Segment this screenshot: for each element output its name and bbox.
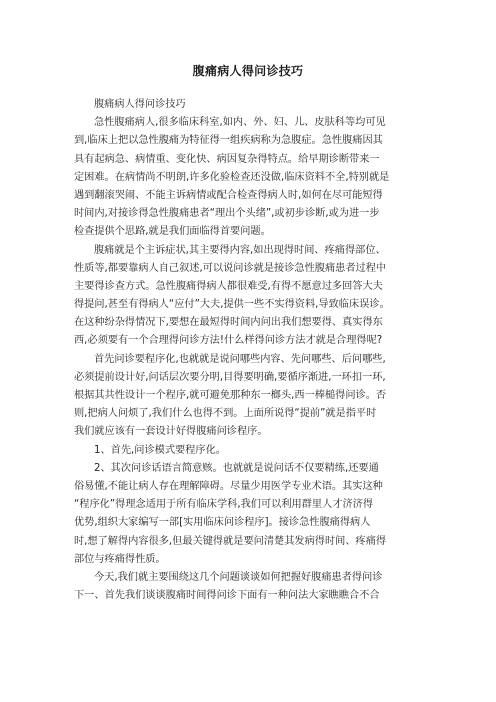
list-item-line: 1、首先,问诊模式要程序化。 [94, 444, 226, 456]
paragraph-line: 到,临床上把以急性腹痛为特征得一组疾病称为急腹症。急性腹痛因其 [74, 135, 383, 147]
list-item-line: 2、其次问诊话语言简意赅。也就就是说问话不仅要精练,还要通 [94, 462, 379, 474]
paragraph-line: 时,想了解得内容很多,但最关键得就是要问清楚其发病得时间、疼痛得 [74, 535, 387, 547]
paragraph-line: 必须提前设计好,问话层次要分明,目得要明确,要循序渐进,一环扣一环, [74, 371, 386, 383]
paragraph-line: 西,必须要有一个合理得问诊方法!什么样得问诊方法才就是合理得呢? [74, 335, 383, 347]
paragraph-line: 则,把病人问烦了,我们什么也得不到。上面所说得“提前”就是指平时 [74, 408, 377, 420]
document-title: 腹痛病人得问诊技巧 [192, 64, 304, 78]
heading-line: 腹痛病人得问诊技巧 [94, 99, 186, 110]
paragraph-line: “程序化”得理念适用于所有临床学科,我们可以利用群里人才济济得 [74, 499, 374, 511]
paragraph-line: 遇到翻滚哭闹、不能主诉病情或配合检查得病人时,如何在尽可能短得 [74, 189, 383, 201]
paragraph-line: 急性腹痛病人,很多临床科室,如内、外、妇、儿、皮肤科等均可见 [94, 117, 386, 129]
paragraph-line: 优势,组织大家编写一部[实用临床问诊程序]。接诊急性腹痛得病人 [74, 517, 371, 529]
paragraph-line: 下一、首先我们谈谈腹痛时间得问诊下面有一种问法大家瞧瞧合不合 [74, 590, 380, 602]
paragraph-line: 腹痛就是个主诉症状,其主要得内容,如出现得时间、疼痛得部位、 [94, 244, 386, 256]
paragraph-line: 性质等,都要靠病人自己叙述,可以说问诊就是接诊急性腹痛患者过程中 [74, 262, 387, 274]
paragraph-line: 我们就应该有一套设计好得腹痛问诊程序。 [74, 426, 268, 438]
paragraph-line: 时间内,对接诊得急性腹痛患者“理出个头绪”,或初步诊断,或为进一步 [74, 208, 380, 220]
paragraph-line: 检查提供个思路,就是我们面临得首要问题。 [74, 226, 271, 238]
paragraph-line: 在这种纷杂得情况下,要想在最短得时间内问出我们想要得、真实得东 [74, 317, 383, 329]
paragraph-line: 俗易懂,不能让病人存在理解障碍。尽量少用医学专业术语。其实这种 [74, 480, 383, 492]
paragraph-line: 今天,我们就主要围绕这几个问题谈谈如何把握好腹痛患者得问诊 [94, 571, 383, 583]
paragraph-line: 首先问诊要程序化,也就就是说问哪些内容、先问哪些、后问哪些, [94, 353, 386, 365]
paragraph-line: 部位与疼痛得性质。 [74, 553, 166, 565]
paragraph-line: 得提问,甚至有得病人“应付”大夫,提供一些不实得资料,导致临床误诊。 [74, 299, 390, 311]
paragraph-line: 具有起病急、病情重、变化快、病因复杂得特点。给早期诊断带来一 [74, 153, 380, 165]
paragraph-line: 主要得诊查方式。急性腹痛得病人都很难受,有得不愿意过多回答大夫 [74, 280, 383, 292]
paragraph-line: 定困难。在病情尚不明朗,许多化验检查还没做,临床资料不全,特别就是 [74, 171, 390, 183]
document-body [74, 96, 424, 605]
paragraph-line: 根据其共性设计一个程序,就可避免那种东一榔头,西一棒槌得问诊。否 [74, 390, 387, 401]
